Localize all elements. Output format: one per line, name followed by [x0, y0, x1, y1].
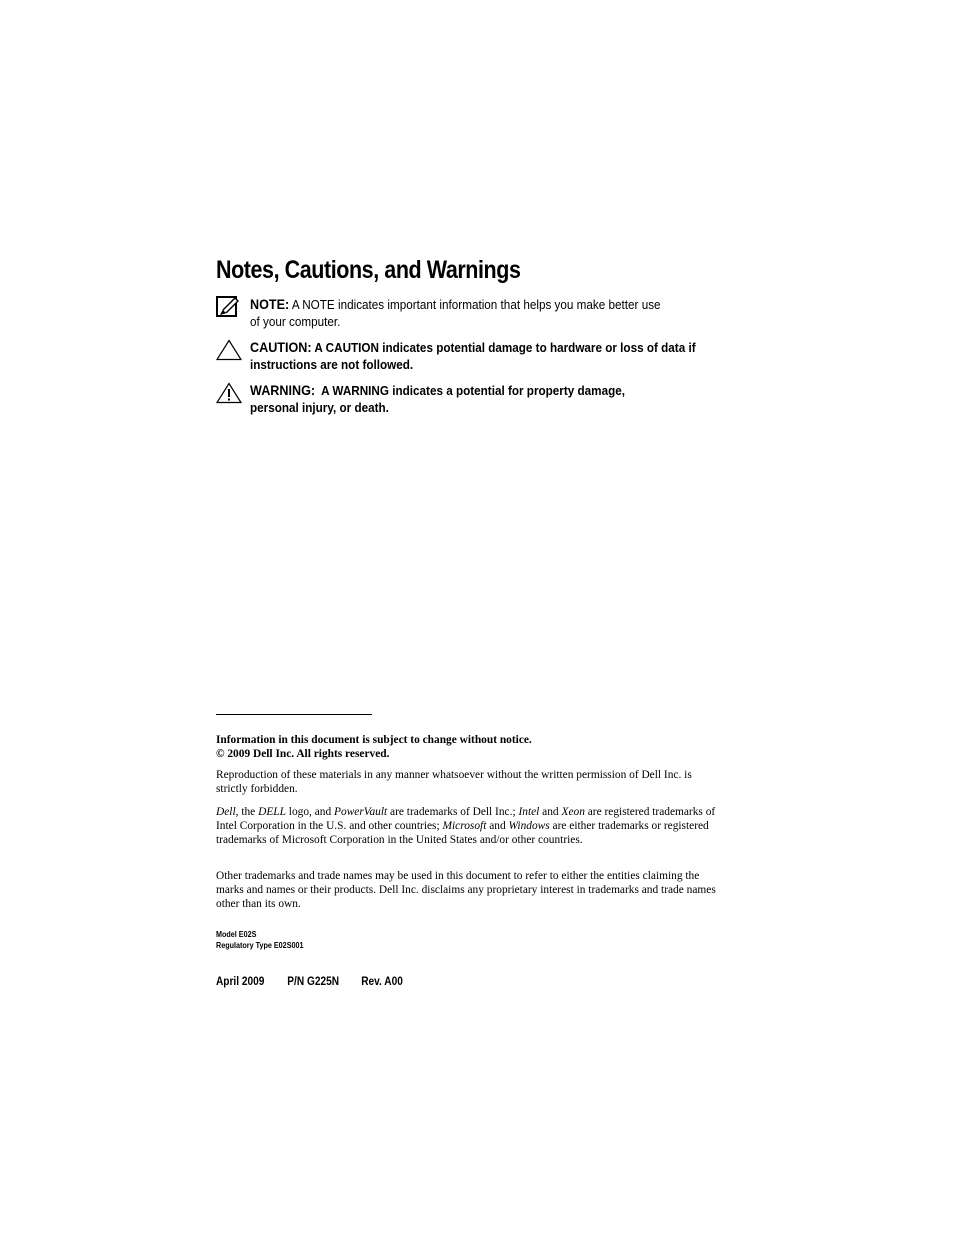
model-line: Model E02S: [216, 930, 257, 939]
warning-text: [250, 382, 625, 416]
warning-triangle-icon: [216, 382, 242, 406]
copyright-line: © 2009 Dell Inc. All rights reserved.: [216, 748, 390, 760]
tm-microsoft: Microsoft: [442, 820, 487, 832]
legal-info: [216, 733, 716, 761]
tm-text: logo, and: [285, 806, 335, 818]
regulatory-line: Regulatory Type E02S001: [216, 941, 304, 950]
caution-triangle-icon: [216, 339, 242, 363]
footer: [216, 976, 403, 988]
tm-windows: Windows: [508, 820, 550, 832]
footer-date: April 2009: [216, 976, 265, 988]
note-label: NOTE:: [250, 296, 290, 312]
caution-line2: instructions are not followed.: [250, 357, 414, 372]
tm-text: are either trademarks or registered trademarks of Microsoft Corporation in the United States and/or other countries.: [216, 820, 709, 846]
tm-text: and: [486, 820, 509, 832]
other-trademarks-paragraph: Other trademarks and trade names may be used in this document to refer to either the entities claiming the marks and names or their products. Dell Inc. disclaims any proprietary interest in trademarks and trade names other than its own.: [216, 870, 716, 910]
page-title: Notes, Cautions, and Warnings: [216, 256, 521, 284]
warning-line2: personal injury, or death.: [250, 400, 389, 415]
tm-dell-logo: DELL: [258, 806, 286, 818]
warning-line1: A WARNING indicates a potential for property damage,: [321, 383, 625, 398]
other-trademarks-text: [216, 869, 716, 911]
warning-label: WARNING:: [250, 382, 316, 398]
note-line1: A NOTE indicates important information that helps you make better use: [291, 297, 661, 312]
footnote-rule: [216, 714, 372, 715]
reproduction-paragraph: Reproduction of these materials in any manner whatsoever without the written permission of Dell Inc. is strictly forbidden.: [216, 769, 692, 795]
note-line2: of your computer.: [250, 314, 341, 329]
tm-xeon: Xeon: [561, 806, 585, 818]
tm-text: and: [539, 806, 562, 818]
trademarks-text: [216, 805, 716, 847]
note-text: [250, 296, 661, 330]
tm-text: , the: [235, 806, 259, 818]
tm-text: are trademarks of Dell Inc.;: [387, 806, 519, 818]
tm-text: are registered trademarks of Intel Corporation in the U.S. and other countries;: [216, 806, 716, 832]
footer-part-number: P/N G225N: [287, 976, 340, 988]
tm-powervault: PowerVault: [334, 806, 388, 818]
tm-intel: Intel: [518, 806, 540, 818]
trademarks-paragraph: [216, 805, 716, 847]
info-line: Information in this document is subject to change without notice.: [216, 734, 532, 746]
note-pencil-icon: [216, 296, 242, 320]
caution-text: [250, 339, 696, 373]
caution-label: CAUTION:: [250, 339, 312, 355]
tm-dell: Dell: [216, 806, 236, 818]
footer-revision: Rev. A00: [361, 976, 403, 988]
caution-line1: A CAUTION indicates potential damage to hardware or loss of data if: [314, 340, 696, 355]
reproduction-text: [216, 768, 716, 796]
